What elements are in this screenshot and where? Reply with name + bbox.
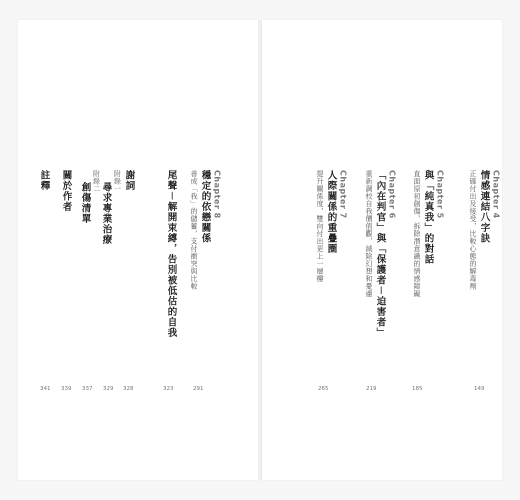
chapter-subtitle: 善成「我」的儲蓄，支付衝突與比較 <box>190 170 198 290</box>
page-number: 328 <box>123 386 134 392</box>
entry-title: 謝詞 <box>123 170 135 191</box>
toc-entry-chapter-4 <box>469 170 500 290</box>
toc-entry-acknowledgements <box>124 170 134 191</box>
page-number: 339 <box>61 386 72 392</box>
appendix-label: 附錄一 <box>113 170 122 193</box>
chapter-subtitle: 直面原初創傷，拆除潛意識的情感障礙 <box>413 170 421 298</box>
page-number: 265 <box>318 386 329 392</box>
chapter-title: 穩定的依戀關係 <box>199 170 211 244</box>
chapter-subtitle: 重新調校自我價值觀，減除幻想和憂慮 <box>365 170 373 298</box>
chapter-subtitle: 正確付出及接受，比較心態的解毒劑 <box>469 170 477 290</box>
chapter-subtitle: 提升關係度，雙向付出更上一層樓 <box>316 170 324 283</box>
page-number: 329 <box>103 386 114 392</box>
appendix-label: 附錄二 <box>92 170 101 193</box>
entry-title: 創傷清單 <box>79 182 91 224</box>
toc-entry-appendix-1 <box>101 170 121 245</box>
chapter-number-label: Chapter 6 <box>387 170 397 219</box>
page-number: 149 <box>474 386 485 392</box>
toc-entry-chapter-8 <box>190 170 221 290</box>
page-number: 323 <box>163 386 174 392</box>
toc-entry-chapter-5 <box>413 170 444 298</box>
page-number: 291 <box>193 386 204 392</box>
chapter-title: 「內在判官」與「保護者－迫害者」 <box>374 170 386 339</box>
entry-title: 尾聲－解開束縛，告別被低估的自我 <box>165 170 177 339</box>
page-number: 185 <box>412 386 423 392</box>
page-number: 341 <box>40 386 51 392</box>
chapter-title: 與「純真我」的對話 <box>422 170 434 265</box>
chapter-number-label: Chapter 5 <box>435 170 445 219</box>
entry-title: 註釋 <box>38 170 50 191</box>
toc-entry-notes <box>39 170 49 191</box>
toc-entry-chapter-6 <box>365 170 396 338</box>
chapter-number-label: Chapter 8 <box>212 170 222 219</box>
toc-entry-about-author <box>61 170 71 212</box>
left-page <box>18 20 258 480</box>
entry-title: 關於作者 <box>60 170 72 212</box>
entry-title: 尋求專業治療 <box>100 182 112 245</box>
toc-entry-epilogue <box>166 170 176 338</box>
page-number: 219 <box>366 386 377 392</box>
chapter-number-label: Chapter 7 <box>338 170 348 219</box>
toc-entry-chapter-7 <box>316 170 347 283</box>
chapter-number-label: Chapter 4 <box>491 170 501 219</box>
chapter-title: 人際關係的重疊圈 <box>325 170 337 254</box>
toc-entry-appendix-2 <box>80 170 100 224</box>
page-number: 337 <box>82 386 93 392</box>
chapter-title: 情感連結八字訣 <box>478 170 490 244</box>
